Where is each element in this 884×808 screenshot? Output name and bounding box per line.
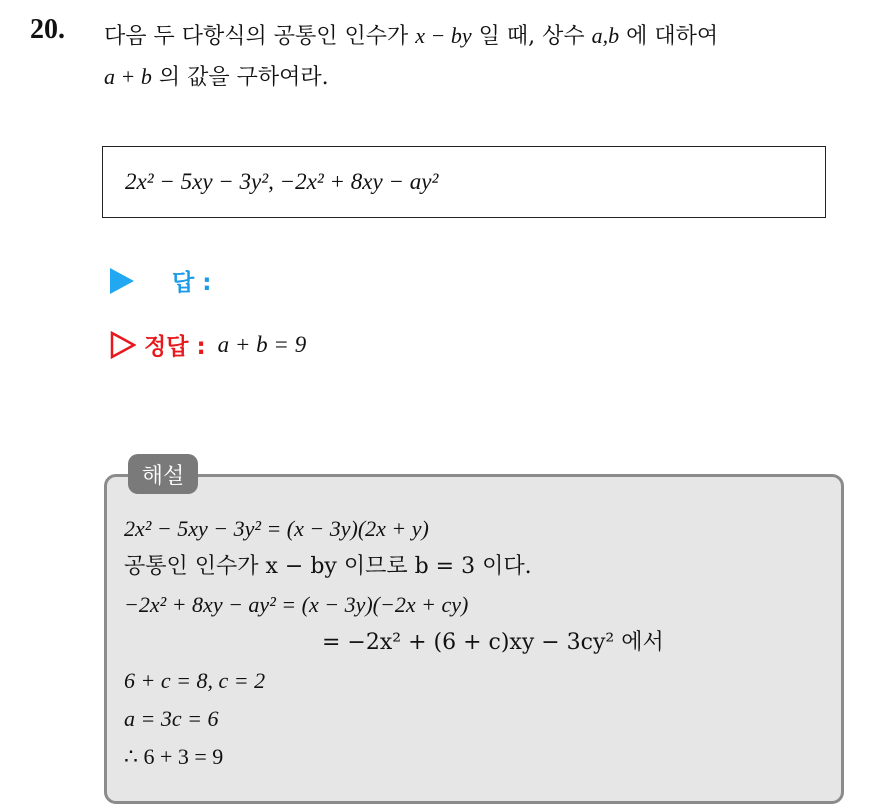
- answer-blank-label: 답 :: [172, 270, 212, 296]
- problem-text-part: 의 값을 구하여라.: [151, 65, 329, 90]
- answer-blank-row: [110, 264, 211, 297]
- solution-line: 2x² − 5xy − 3y² = (x − 3y)(2x + y): [124, 516, 429, 541]
- solution-line: = −2x² + (6 + c)xy − 3cy² 에서: [322, 630, 664, 655]
- problem-line-1: [104, 16, 874, 57]
- math-a-b: a,b: [591, 23, 620, 48]
- problem-statement: [104, 16, 874, 98]
- answer-correct-value: a + b = 9: [217, 331, 307, 357]
- solution-line: −2x² + 8xy − ay² = (x − 3y)(−2x + cy): [124, 592, 469, 617]
- answer-correct-label: 정답 :: [144, 334, 206, 360]
- solution-line: 6 + c = 8, c = 2: [124, 668, 266, 693]
- problem-text-part: 다음 두 다항식의 공통인 인수가: [104, 24, 416, 49]
- expression-text: 2x² − 5xy − 3y², −2x² + 8xy − ay²: [125, 169, 439, 194]
- solution-line: ∴ 6 + 3 = 9: [124, 744, 224, 769]
- problem-text-part: 일 때, 상수: [471, 24, 592, 49]
- answer-correct-row: [110, 328, 306, 361]
- problem-number: 20.: [30, 14, 65, 45]
- problem-line-2: [104, 57, 874, 98]
- play-icon: [110, 268, 134, 294]
- expression-box: [102, 146, 826, 218]
- play-outline-icon: [110, 331, 136, 359]
- math-a-plus-b: a + b: [104, 64, 152, 89]
- solution-label: 해설: [128, 454, 198, 494]
- solution-lines: [124, 510, 664, 776]
- solution-line: 공통인 인수가 x − by 이므로 b = 3 이다.: [124, 554, 532, 579]
- math-x-minus-by: x − by: [415, 23, 472, 48]
- problem-text-part: 에 대하여: [619, 24, 719, 49]
- solution-line: a = 3c = 6: [124, 706, 219, 731]
